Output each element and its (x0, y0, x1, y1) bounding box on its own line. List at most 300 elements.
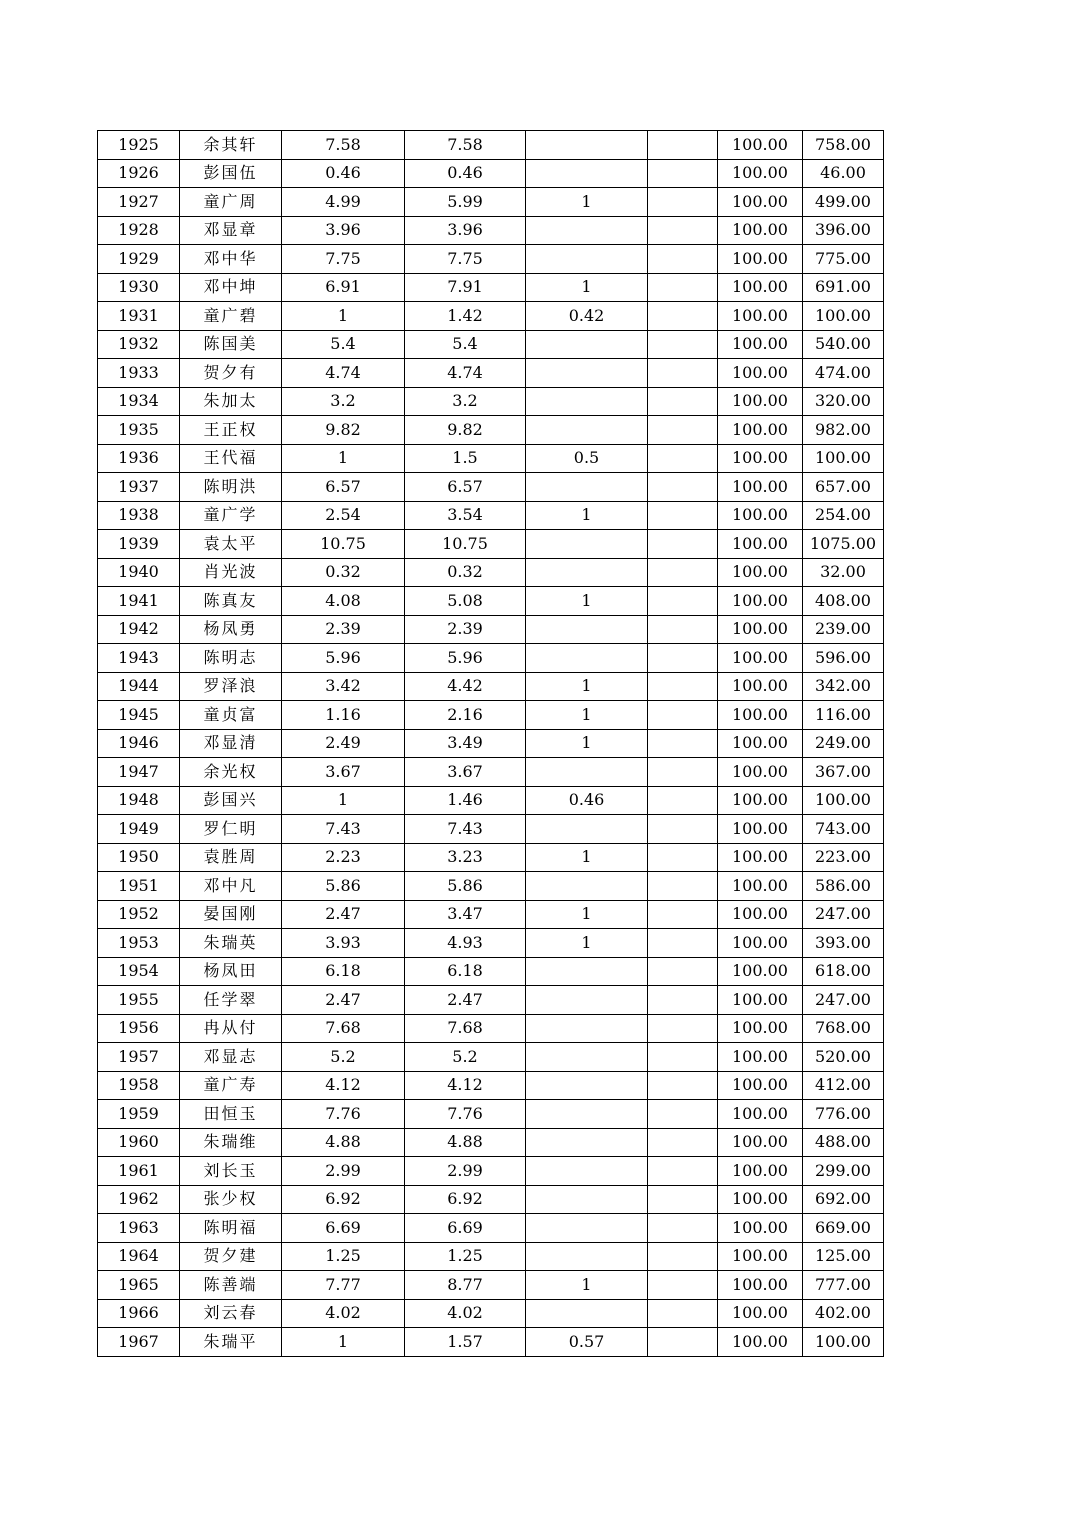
blank-cell (648, 330, 718, 359)
amount-cell: 691.00 (803, 273, 884, 302)
row-number-cell: 1940 (98, 558, 180, 587)
table-row (98, 1299, 884, 1328)
blank-cell (648, 359, 718, 388)
rate-cell: 100.00 (718, 501, 803, 530)
difference-cell: 1 (526, 701, 648, 730)
value-a-cell: 7.75 (282, 245, 405, 274)
blank-cell (648, 872, 718, 901)
blank-cell (648, 815, 718, 844)
name-cell: 朱加太 (180, 387, 282, 416)
name-cell: 朱瑞平 (180, 1328, 282, 1357)
name-cell: 邓中凡 (180, 872, 282, 901)
value-a-cell: 6.18 (282, 957, 405, 986)
amount-cell: 402.00 (803, 1299, 884, 1328)
name-cell: 冉从付 (180, 1014, 282, 1043)
difference-cell (526, 387, 648, 416)
value-b-cell: 5.4 (405, 330, 526, 359)
name-cell: 罗泽浪 (180, 672, 282, 701)
amount-cell: 618.00 (803, 957, 884, 986)
amount-cell: 247.00 (803, 986, 884, 1015)
difference-cell (526, 1043, 648, 1072)
difference-cell: 0.57 (526, 1328, 648, 1357)
value-b-cell: 9.82 (405, 416, 526, 445)
name-cell: 童贞富 (180, 701, 282, 730)
blank-cell (648, 786, 718, 815)
difference-cell (526, 530, 648, 559)
table-row (98, 644, 884, 673)
amount-cell: 100.00 (803, 1328, 884, 1357)
row-number-cell: 1954 (98, 957, 180, 986)
row-number-cell: 1942 (98, 615, 180, 644)
name-cell: 刘长玉 (180, 1157, 282, 1186)
table-row (98, 387, 884, 416)
blank-cell (648, 1100, 718, 1129)
blank-cell (648, 900, 718, 929)
value-a-cell: 0.46 (282, 159, 405, 188)
table-row (98, 444, 884, 473)
table-row (98, 672, 884, 701)
name-cell: 邓显章 (180, 216, 282, 245)
amount-cell: 982.00 (803, 416, 884, 445)
rate-cell: 100.00 (718, 1214, 803, 1243)
amount-cell: 32.00 (803, 558, 884, 587)
rate-cell: 100.00 (718, 1242, 803, 1271)
amount-cell: 125.00 (803, 1242, 884, 1271)
difference-cell (526, 473, 648, 502)
table-row (98, 1185, 884, 1214)
value-b-cell: 3.96 (405, 216, 526, 245)
amount-cell: 499.00 (803, 188, 884, 217)
blank-cell (648, 644, 718, 673)
name-cell: 杨凤田 (180, 957, 282, 986)
name-cell: 童广碧 (180, 302, 282, 331)
value-b-cell: 6.92 (405, 1185, 526, 1214)
table-row (98, 815, 884, 844)
difference-cell (526, 416, 648, 445)
row-number-cell: 1953 (98, 929, 180, 958)
name-cell: 肖光波 (180, 558, 282, 587)
difference-cell (526, 1242, 648, 1271)
blank-cell (648, 473, 718, 502)
name-cell: 余其轩 (180, 131, 282, 160)
amount-cell: 776.00 (803, 1100, 884, 1129)
row-number-cell: 1925 (98, 131, 180, 160)
rate-cell: 100.00 (718, 587, 803, 616)
value-a-cell: 1 (282, 444, 405, 473)
value-b-cell: 1.57 (405, 1328, 526, 1357)
rate-cell: 100.00 (718, 1100, 803, 1129)
blank-cell (648, 1185, 718, 1214)
name-cell: 王正权 (180, 416, 282, 445)
difference-cell: 1 (526, 729, 648, 758)
difference-cell (526, 1299, 648, 1328)
value-b-cell: 1.42 (405, 302, 526, 331)
value-a-cell: 3.67 (282, 758, 405, 787)
name-cell: 任学翠 (180, 986, 282, 1015)
difference-cell (526, 245, 648, 274)
row-number-cell: 1967 (98, 1328, 180, 1357)
row-number-cell: 1937 (98, 473, 180, 502)
blank-cell (648, 1214, 718, 1243)
amount-cell: 596.00 (803, 644, 884, 673)
row-number-cell: 1939 (98, 530, 180, 559)
blank-cell (648, 1299, 718, 1328)
rate-cell: 100.00 (718, 900, 803, 929)
amount-cell: 342.00 (803, 672, 884, 701)
rate-cell: 100.00 (718, 558, 803, 587)
blank-cell (648, 302, 718, 331)
row-number-cell: 1962 (98, 1185, 180, 1214)
amount-cell: 249.00 (803, 729, 884, 758)
value-a-cell: 0.32 (282, 558, 405, 587)
rate-cell: 100.00 (718, 929, 803, 958)
rate-cell: 100.00 (718, 444, 803, 473)
difference-cell: 1 (526, 672, 648, 701)
table-row (98, 416, 884, 445)
value-a-cell: 7.77 (282, 1271, 405, 1300)
row-number-cell: 1926 (98, 159, 180, 188)
blank-cell (648, 986, 718, 1015)
difference-cell: 1 (526, 900, 648, 929)
blank-cell (648, 929, 718, 958)
value-b-cell: 5.08 (405, 587, 526, 616)
value-b-cell: 4.12 (405, 1071, 526, 1100)
name-cell: 晏国刚 (180, 900, 282, 929)
row-number-cell: 1930 (98, 273, 180, 302)
rate-cell: 100.00 (718, 1185, 803, 1214)
value-a-cell: 6.57 (282, 473, 405, 502)
rate-cell: 100.00 (718, 815, 803, 844)
blank-cell (648, 416, 718, 445)
name-cell: 田恒玉 (180, 1100, 282, 1129)
amount-cell: 100.00 (803, 302, 884, 331)
value-b-cell: 10.75 (405, 530, 526, 559)
name-cell: 陈明洪 (180, 473, 282, 502)
blank-cell (648, 1271, 718, 1300)
blank-cell (648, 558, 718, 587)
amount-cell: 223.00 (803, 843, 884, 872)
rate-cell: 100.00 (718, 387, 803, 416)
blank-cell (648, 245, 718, 274)
blank-cell (648, 1014, 718, 1043)
blank-cell (648, 273, 718, 302)
table-row (98, 786, 884, 815)
row-number-cell: 1963 (98, 1214, 180, 1243)
blank-cell (648, 957, 718, 986)
rate-cell: 100.00 (718, 1328, 803, 1357)
value-b-cell: 5.2 (405, 1043, 526, 1072)
difference-cell: 1 (526, 1271, 648, 1300)
difference-cell (526, 330, 648, 359)
table-row (98, 929, 884, 958)
value-b-cell: 7.43 (405, 815, 526, 844)
value-a-cell: 2.47 (282, 986, 405, 1015)
value-b-cell: 4.02 (405, 1299, 526, 1328)
amount-cell: 116.00 (803, 701, 884, 730)
name-cell: 邓显清 (180, 729, 282, 758)
name-cell: 陈明志 (180, 644, 282, 673)
row-number-cell: 1941 (98, 587, 180, 616)
table-row (98, 1100, 884, 1129)
row-number-cell: 1948 (98, 786, 180, 815)
row-number-cell: 1965 (98, 1271, 180, 1300)
table-row (98, 986, 884, 1015)
table-row (98, 131, 884, 160)
blank-cell (648, 758, 718, 787)
name-cell: 王代福 (180, 444, 282, 473)
name-cell: 陈国美 (180, 330, 282, 359)
value-b-cell: 7.76 (405, 1100, 526, 1129)
blank-cell (648, 216, 718, 245)
difference-cell (526, 558, 648, 587)
value-a-cell: 6.92 (282, 1185, 405, 1214)
value-a-cell: 1.25 (282, 1242, 405, 1271)
table-row (98, 900, 884, 929)
value-a-cell: 3.42 (282, 672, 405, 701)
value-b-cell: 4.42 (405, 672, 526, 701)
difference-cell (526, 1157, 648, 1186)
difference-cell: 1 (526, 843, 648, 872)
row-number-cell: 1957 (98, 1043, 180, 1072)
name-cell: 邓中华 (180, 245, 282, 274)
data-table (97, 130, 884, 1357)
blank-cell (648, 131, 718, 160)
difference-cell (526, 1185, 648, 1214)
name-cell: 刘云春 (180, 1299, 282, 1328)
value-b-cell: 3.49 (405, 729, 526, 758)
value-a-cell: 2.54 (282, 501, 405, 530)
difference-cell (526, 986, 648, 1015)
rate-cell: 100.00 (718, 672, 803, 701)
table-body (98, 131, 884, 1357)
value-a-cell: 5.96 (282, 644, 405, 673)
name-cell: 袁太平 (180, 530, 282, 559)
table-row (98, 1014, 884, 1043)
difference-cell: 1 (526, 273, 648, 302)
amount-cell: 247.00 (803, 900, 884, 929)
difference-cell: 1 (526, 501, 648, 530)
value-b-cell: 3.23 (405, 843, 526, 872)
row-number-cell: 1961 (98, 1157, 180, 1186)
row-number-cell: 1964 (98, 1242, 180, 1271)
value-a-cell: 2.99 (282, 1157, 405, 1186)
value-a-cell: 6.69 (282, 1214, 405, 1243)
rate-cell: 100.00 (718, 758, 803, 787)
name-cell: 童广学 (180, 501, 282, 530)
table-row (98, 701, 884, 730)
rate-cell: 100.00 (718, 216, 803, 245)
name-cell: 彭国伍 (180, 159, 282, 188)
value-b-cell: 4.74 (405, 359, 526, 388)
value-a-cell: 4.12 (282, 1071, 405, 1100)
blank-cell (648, 615, 718, 644)
rate-cell: 100.00 (718, 644, 803, 673)
row-number-cell: 1932 (98, 330, 180, 359)
value-a-cell: 4.02 (282, 1299, 405, 1328)
value-a-cell: 2.49 (282, 729, 405, 758)
table-row (98, 872, 884, 901)
amount-cell: 777.00 (803, 1271, 884, 1300)
difference-cell (526, 159, 648, 188)
table-row (98, 530, 884, 559)
amount-cell: 393.00 (803, 929, 884, 958)
row-number-cell: 1934 (98, 387, 180, 416)
blank-cell (648, 387, 718, 416)
table-row (98, 1043, 884, 1072)
blank-cell (648, 1128, 718, 1157)
rate-cell: 100.00 (718, 843, 803, 872)
value-a-cell: 7.68 (282, 1014, 405, 1043)
blank-cell (648, 159, 718, 188)
table-row (98, 758, 884, 787)
table-row (98, 216, 884, 245)
difference-cell (526, 1128, 648, 1157)
row-number-cell: 1944 (98, 672, 180, 701)
table-row (98, 245, 884, 274)
name-cell: 童广寿 (180, 1071, 282, 1100)
rate-cell: 100.00 (718, 416, 803, 445)
amount-cell: 299.00 (803, 1157, 884, 1186)
value-b-cell: 5.99 (405, 188, 526, 217)
difference-cell: 1 (526, 587, 648, 616)
difference-cell (526, 1214, 648, 1243)
value-b-cell: 6.18 (405, 957, 526, 986)
value-b-cell: 0.46 (405, 159, 526, 188)
difference-cell: 1 (526, 188, 648, 217)
difference-cell (526, 1071, 648, 1100)
value-b-cell: 1.46 (405, 786, 526, 815)
value-b-cell: 1.5 (405, 444, 526, 473)
blank-cell (648, 444, 718, 473)
row-number-cell: 1949 (98, 815, 180, 844)
amount-cell: 520.00 (803, 1043, 884, 1072)
difference-cell (526, 957, 648, 986)
name-cell: 贺夕有 (180, 359, 282, 388)
rate-cell: 100.00 (718, 1271, 803, 1300)
rate-cell: 100.00 (718, 615, 803, 644)
value-b-cell: 4.88 (405, 1128, 526, 1157)
name-cell: 罗仁明 (180, 815, 282, 844)
difference-cell (526, 1014, 648, 1043)
row-number-cell: 1935 (98, 416, 180, 445)
rate-cell: 100.00 (718, 1071, 803, 1100)
name-cell: 余光权 (180, 758, 282, 787)
name-cell: 朱瑞英 (180, 929, 282, 958)
name-cell: 杨凤勇 (180, 615, 282, 644)
amount-cell: 540.00 (803, 330, 884, 359)
value-a-cell: 2.47 (282, 900, 405, 929)
blank-cell (648, 530, 718, 559)
value-a-cell: 2.23 (282, 843, 405, 872)
row-number-cell: 1946 (98, 729, 180, 758)
value-b-cell: 0.32 (405, 558, 526, 587)
table-row (98, 188, 884, 217)
name-cell: 邓中坤 (180, 273, 282, 302)
value-b-cell: 3.47 (405, 900, 526, 929)
value-a-cell: 4.08 (282, 587, 405, 616)
row-number-cell: 1927 (98, 188, 180, 217)
rate-cell: 100.00 (718, 1014, 803, 1043)
value-b-cell: 2.16 (405, 701, 526, 730)
amount-cell: 239.00 (803, 615, 884, 644)
row-number-cell: 1936 (98, 444, 180, 473)
blank-cell (648, 701, 718, 730)
row-number-cell: 1958 (98, 1071, 180, 1100)
rate-cell: 100.00 (718, 473, 803, 502)
value-b-cell: 7.91 (405, 273, 526, 302)
value-a-cell: 10.75 (282, 530, 405, 559)
blank-cell (648, 843, 718, 872)
name-cell: 陈明福 (180, 1214, 282, 1243)
difference-cell (526, 872, 648, 901)
value-a-cell: 4.74 (282, 359, 405, 388)
row-number-cell: 1928 (98, 216, 180, 245)
blank-cell (648, 587, 718, 616)
row-number-cell: 1933 (98, 359, 180, 388)
blank-cell (648, 1157, 718, 1186)
value-a-cell: 7.76 (282, 1100, 405, 1129)
amount-cell: 396.00 (803, 216, 884, 245)
value-a-cell: 3.96 (282, 216, 405, 245)
table-row (98, 473, 884, 502)
value-a-cell: 7.58 (282, 131, 405, 160)
rate-cell: 100.00 (718, 188, 803, 217)
value-b-cell: 3.54 (405, 501, 526, 530)
amount-cell: 669.00 (803, 1214, 884, 1243)
table-row (98, 1157, 884, 1186)
table-row (98, 159, 884, 188)
value-a-cell: 9.82 (282, 416, 405, 445)
name-cell: 陈善端 (180, 1271, 282, 1300)
value-b-cell: 2.39 (405, 615, 526, 644)
name-cell: 朱瑞维 (180, 1128, 282, 1157)
rate-cell: 100.00 (718, 986, 803, 1015)
value-b-cell: 7.68 (405, 1014, 526, 1043)
value-b-cell: 1.25 (405, 1242, 526, 1271)
amount-cell: 254.00 (803, 501, 884, 530)
table-row (98, 558, 884, 587)
row-number-cell: 1931 (98, 302, 180, 331)
difference-cell: 0.42 (526, 302, 648, 331)
rate-cell: 100.00 (718, 1043, 803, 1072)
row-number-cell: 1945 (98, 701, 180, 730)
name-cell: 贺夕建 (180, 1242, 282, 1271)
value-b-cell: 5.86 (405, 872, 526, 901)
table-row (98, 587, 884, 616)
value-b-cell: 4.93 (405, 929, 526, 958)
rate-cell: 100.00 (718, 957, 803, 986)
table-row (98, 273, 884, 302)
value-a-cell: 4.88 (282, 1128, 405, 1157)
value-a-cell: 5.4 (282, 330, 405, 359)
table-row (98, 1071, 884, 1100)
row-number-cell: 1966 (98, 1299, 180, 1328)
value-a-cell: 5.86 (282, 872, 405, 901)
value-a-cell: 1.16 (282, 701, 405, 730)
row-number-cell: 1960 (98, 1128, 180, 1157)
table-row (98, 843, 884, 872)
value-a-cell: 1 (282, 786, 405, 815)
rate-cell: 100.00 (718, 701, 803, 730)
table-row (98, 1242, 884, 1271)
table-row (98, 359, 884, 388)
amount-cell: 586.00 (803, 872, 884, 901)
blank-cell (648, 1043, 718, 1072)
value-b-cell: 7.58 (405, 131, 526, 160)
difference-cell (526, 815, 648, 844)
table-row (98, 330, 884, 359)
blank-cell (648, 672, 718, 701)
